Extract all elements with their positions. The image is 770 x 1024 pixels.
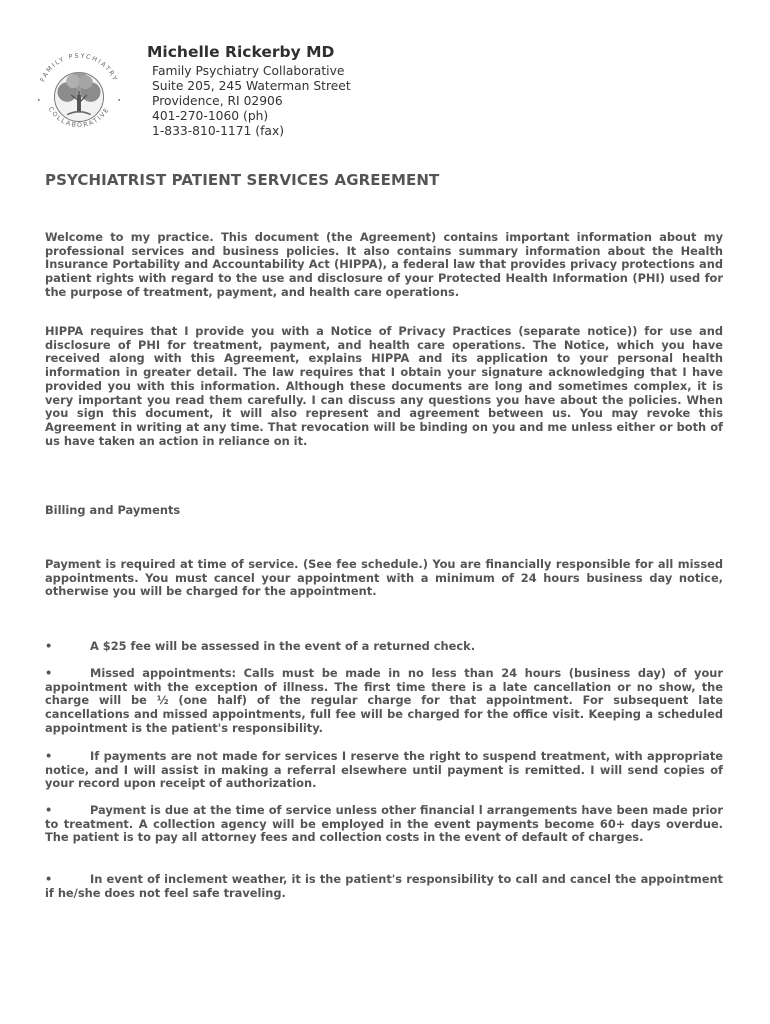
contact-block (152, 64, 351, 139)
bullet-text: In event of inclement weather, it is the patient's responsibility to call and cancel the appointment if he/she does not feel safe traveling. (45, 872, 723, 900)
practice-name: Family Psychiatry Collaborative (152, 64, 345, 78)
bullet-icon: • (45, 803, 53, 817)
document-title: PSYCHIATRIST PATIENT SERVICES AGREEMENT (45, 171, 440, 189)
practice-logo (30, 46, 128, 144)
doctor-name: Michelle Rickerby MD (147, 43, 335, 61)
address-street: Suite 205, 245 Waterman Street (152, 79, 351, 93)
bullet-icon: • (45, 749, 53, 763)
bullet-suspend-treatment (45, 750, 723, 791)
bullet-inclement-weather (45, 873, 723, 900)
bullet-icon: • (45, 872, 53, 886)
bullet-text: A $25 fee will be assessed in the event of a returned check. (90, 639, 476, 653)
hippa-paragraph: HIPPA requires that I provide you with a Notice of Privacy Practices (separate notice)) for use and disclosure of PHI for treatment, payment, and health care operations. The Notice, which you have received along with this Agreement, explains HIPPA and its application to your personal health information in greater detail. The law requires that I obtain your signature acknowledging that I have provided you with this information. Although these documents are long and sometimes complex, it is very important you read them carefully. I can discuss any questions you have about the policies. When you sign this document, it will also represent and agreement between us. You may revoke this Agreement in writing at any time. That revocation will be binding on you and me unless either or both of us have taken an action in reliance on it. (45, 324, 723, 448)
tree-icon (55, 72, 104, 121)
address-city: Providence, RI 02906 (152, 94, 283, 108)
bullet-missed-appointments (45, 667, 723, 736)
bullet-text: If payments are not made for services I reserve the right to suspend treatment, with appropriate notice, and I will assist in making a referral elsewhere until payment is remitted. I will send copies of your record upon receipt of authorization. (45, 749, 723, 791)
billing-heading: Billing and Payments (45, 503, 181, 517)
bullet-icon: • (45, 666, 53, 680)
phone-number: 401-270-1060 (ph) (152, 109, 269, 123)
bullet-returned-check (45, 640, 723, 654)
bullet-icon: • (45, 639, 53, 653)
intro-paragraph: Welcome to my practice. This document (the Agreement) contains important information about my professional services and business policies. It also contains summary information about the Health Insurance Portability and Accountability Act (HIPPA), a federal law that provides privacy protections and patient rights with regard to the use and disclosure of your Protected Health Information (PHI) used for the purpose of treatment, payment, and health care operations. (45, 230, 723, 299)
fax-number: 1-833-810-1171 (fax) (152, 124, 285, 138)
bullet-text: Missed appointments: Calls must be made in no less than 24 hours (business day) of your appointment with the exception of illness. The first time there is a late cancellation or no show, the charge will be ½ (one half) of the regular charge for that appointment. For subsequent late cancellations and missed appointments, full fee will be charged for the office visit. Keeping a scheduled appointment is the patient's responsibility. (45, 666, 723, 735)
bullet-collection (45, 804, 723, 845)
logo-top-text: FAMILY PSYCHIATRY (39, 52, 119, 84)
bullet-text: Payment is due at the time of service unless other financial l arrangements have been made prior to treatment. A collection agency will be employed in the event payments become 60+ days overdue. The patient is to pay all attorney fees and collection costs in the event of default of charges. (45, 803, 723, 845)
logo-bottom-text: COLLABORATIVE (46, 105, 112, 130)
payment-paragraph: Payment is required at time of service. (See fee schedule.) You are financially responsible for all missed appointments. You must cancel your appointment with a minimum of 24 hours business day notice, otherwise you will be charged for the appointment. (45, 557, 723, 599)
